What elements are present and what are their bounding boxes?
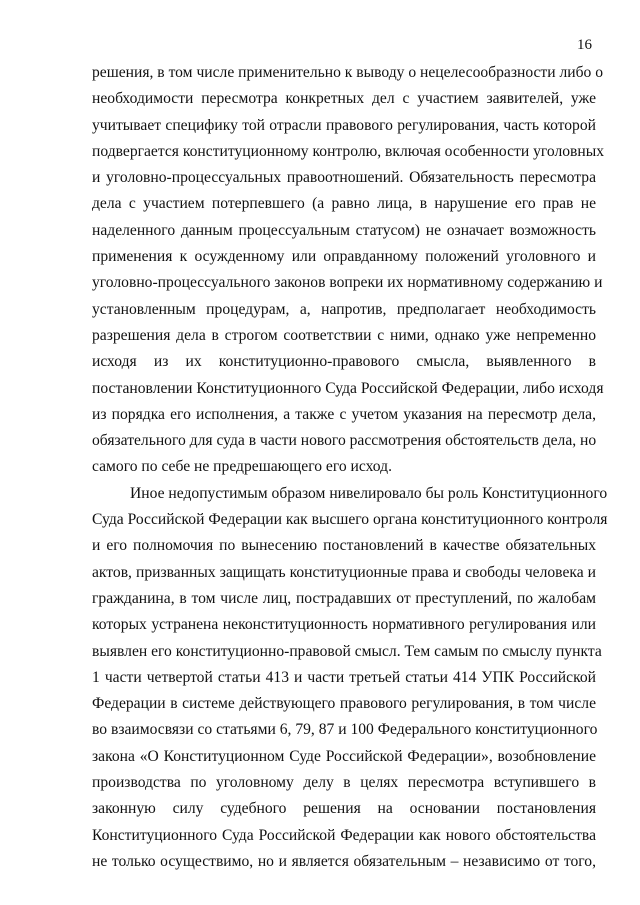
text-line: Федерации в системе действующего правового регулирования, в том числе — [92, 695, 596, 713]
text-line: необходимости пересмотра конкретных дел с участием заявителей, уже — [92, 90, 596, 108]
text-line: не только осуществимо, но и является обязательным – независимо от того, — [92, 852, 596, 870]
text-line: и его полномочия по вынесению постановлений в качестве обязательных — [92, 537, 596, 555]
text-line: которых устранена неконституционность нормативного регулирования или — [92, 616, 596, 634]
text-line: уголовно-процессуального законов вопреки их нормативному содержанию и — [92, 274, 603, 292]
paragraph-1 — [92, 60, 605, 481]
text-line: и уголовно-процессуальных правоотношений. Обязательность пересмотра — [92, 169, 596, 187]
text-line: Суда Российской Федерации как высшего органа конституционного контроля — [92, 511, 608, 529]
text-line: из порядка его исполнения, а также с учетом указания на пересмотр дела, — [92, 405, 596, 423]
text-line: законную силу судебного решения на основании постановления — [92, 800, 596, 818]
page-number: 16 — [577, 37, 592, 53]
text-line: исходя из их конституционно-правового смысла, выявленного в — [92, 353, 596, 371]
text-line: 1 части четвертой статьи 413 и части третьей статьи 414 УПК Российской — [92, 668, 596, 686]
text-line: во взаимосвязи со статьями 6, 79, 87 и 100 Федерального конституционного — [92, 721, 598, 739]
text-line: установленным процедурам, а, напротив, предполагает необходимость — [92, 300, 596, 318]
text-line: дела с участием потерпевшего (а равно лица, в нарушение его прав не — [92, 195, 596, 213]
text-line: подвергается конституционному контролю, включая особенности уголовных — [92, 142, 605, 160]
text-line: обязательного для суда в части нового рассмотрения обстоятельств дела, но — [92, 432, 597, 450]
text-line: решения, в том числе применительно к выводу о нецелесообразности либо о — [92, 64, 604, 81]
text-line: учитывает специфику той отрасли правового регулирования, часть которой — [92, 116, 596, 134]
document-body — [92, 60, 608, 875]
text-line: наделенного данным процессуальным статусом) не означает возможность — [92, 221, 596, 239]
text-line: выявлен его конституционно-правовой смысл. Тем самым по смыслу пункта — [92, 642, 602, 660]
text-line: Иное недопустимым образом нивелировало бы роль Конституционного — [130, 484, 608, 502]
text-line: постановлении Конституционного Суда Российской Федерации, либо исходя — [92, 379, 604, 397]
paragraph-2 — [92, 481, 608, 875]
text-line: самого по себе не предрешающего его исход. — [92, 458, 392, 476]
text-line: применения к осужденному или оправданному положений уголовного и — [92, 248, 596, 266]
text-line: разрешения дела в строгом соответствии с ними, однако уже непременно — [92, 326, 596, 344]
text-line: закона «О Конституционном Суде Российской Федерации», возобновление — [92, 747, 596, 765]
text-line: актов, призванных защищать конституционные права и свободы человека и — [92, 563, 596, 581]
text-line: Конституционного Суда Российской Федерации как нового обстоятельства — [92, 826, 596, 844]
text-line: гражданина, в том числе лиц, пострадавших от преступлений, по жалобам — [92, 589, 596, 607]
text-line: производства по уголовному делу в целях пересмотра вступившего в — [92, 774, 596, 792]
